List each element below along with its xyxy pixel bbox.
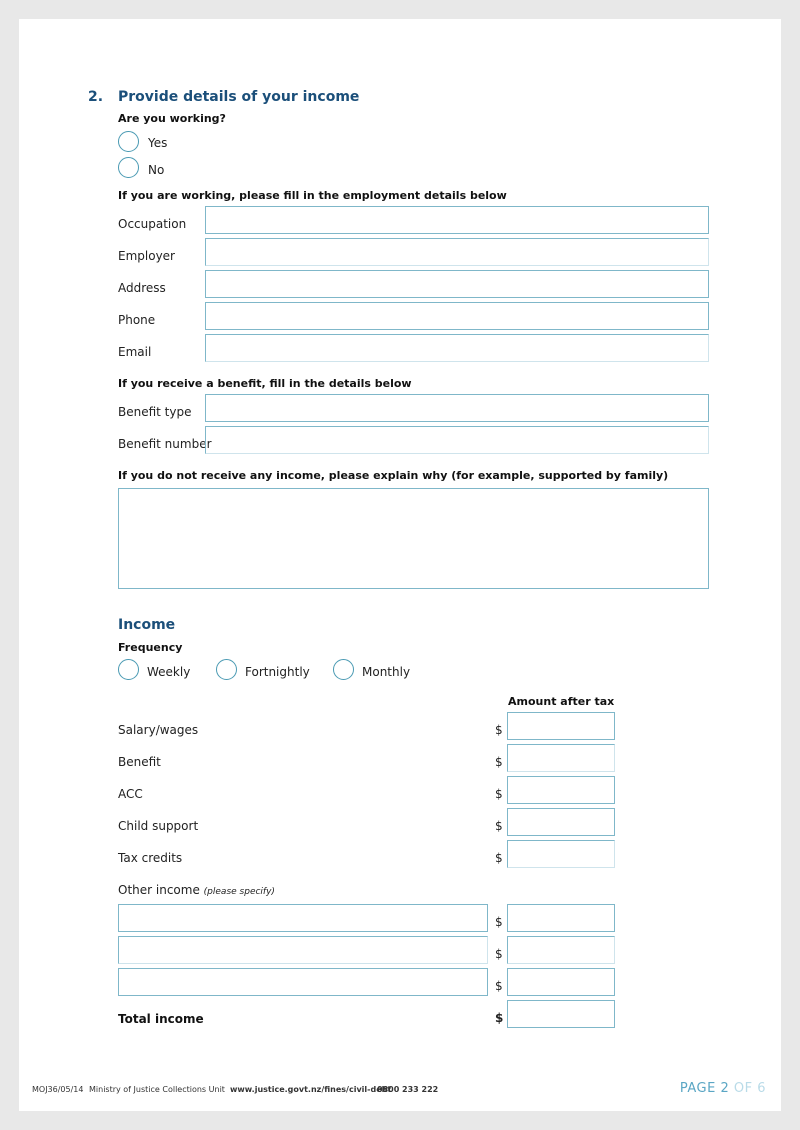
- other-income-amount-field[interactable]: [507, 968, 615, 996]
- acc-label: ACC: [118, 787, 143, 801]
- frequency-fortnightly-label: Fortnightly: [245, 665, 310, 679]
- currency-symbol: $: [495, 947, 503, 961]
- other-income-description-field[interactable]: [118, 936, 488, 964]
- total-income-label: Total income: [118, 1012, 204, 1026]
- page-of: OF: [733, 1081, 753, 1096]
- footer-unit: Ministry of Justice Collections Unit: [89, 1085, 225, 1094]
- benefit-type-label: Benefit type: [118, 405, 192, 419]
- section-title: Provide details of your income: [118, 89, 360, 105]
- page-current: 2: [720, 1081, 730, 1096]
- employer-field[interactable]: [205, 238, 709, 266]
- frequency-weekly-radio[interactable]: [118, 659, 139, 680]
- currency-symbol: $: [495, 1011, 504, 1025]
- total-income-amount-field[interactable]: [507, 1000, 615, 1028]
- footer-url[interactable]: www.justice.govt.nz/fines/civil-debt: [230, 1085, 392, 1094]
- currency-symbol: $: [495, 851, 503, 865]
- currency-symbol: $: [495, 755, 503, 769]
- occupation-field[interactable]: [205, 206, 709, 234]
- other-income-description-field[interactable]: [118, 968, 488, 996]
- other-income-hint: (please specify): [203, 887, 275, 897]
- other-income-amount-field[interactable]: [507, 936, 615, 964]
- other-income-description-field[interactable]: [118, 904, 488, 932]
- salary-wages-amount-field[interactable]: [507, 712, 615, 740]
- frequency-label: Frequency: [118, 641, 183, 654]
- footer-phone: 0800 233 222: [377, 1085, 439, 1094]
- frequency-monthly-radio[interactable]: [333, 659, 354, 680]
- acc-amount-field[interactable]: [507, 776, 615, 804]
- working-no-label: No: [148, 163, 165, 177]
- phone-field[interactable]: [205, 302, 709, 330]
- benefit-number-field[interactable]: [205, 426, 709, 454]
- footer-form-code: MOJ36/05/14: [32, 1085, 84, 1094]
- other-income-label-text: Other income: [118, 883, 200, 897]
- frequency-weekly-label: Weekly: [147, 665, 191, 679]
- currency-symbol: $: [495, 979, 503, 993]
- frequency-fortnightly-radio[interactable]: [216, 659, 237, 680]
- working-no-radio[interactable]: [118, 157, 139, 178]
- currency-symbol: $: [495, 787, 503, 801]
- occupation-label: Occupation: [118, 217, 187, 231]
- address-label: Address: [118, 281, 166, 295]
- child-support-label: Child support: [118, 819, 199, 833]
- tax-credits-amount-field[interactable]: [507, 840, 615, 868]
- email-label: Email: [118, 345, 152, 359]
- child-support-amount-field[interactable]: [507, 808, 615, 836]
- page-word: PAGE: [679, 1081, 716, 1096]
- page-total: 6: [757, 1081, 766, 1096]
- phone-label: Phone: [118, 313, 156, 327]
- currency-symbol: $: [495, 915, 503, 929]
- address-field[interactable]: [205, 270, 709, 298]
- currency-symbol: $: [495, 723, 503, 737]
- no-income-heading: If you do not receive any income, please explain why (for example, supported by family): [118, 469, 669, 482]
- other-income-label: [118, 883, 275, 897]
- currency-symbol: $: [495, 819, 503, 833]
- page-number: [680, 1081, 766, 1096]
- amount-after-tax-header: Amount after tax: [508, 695, 615, 708]
- benefit-type-field[interactable]: [205, 394, 709, 422]
- benefit-number-label: Benefit number: [118, 437, 212, 451]
- email-field[interactable]: [205, 334, 709, 362]
- benefit-heading: If you receive a benefit, fill in the details below: [118, 377, 412, 390]
- benefit-income-label: Benefit: [118, 755, 161, 769]
- salary-wages-label: Salary/wages: [118, 723, 199, 737]
- benefit-amount-field[interactable]: [507, 744, 615, 772]
- tax-credits-label: Tax credits: [118, 851, 183, 865]
- working-yes-label: Yes: [148, 136, 168, 150]
- form-page: [19, 19, 781, 1111]
- working-yes-radio[interactable]: [118, 131, 139, 152]
- employment-heading: If you are working, please fill in the employment details below: [118, 189, 507, 202]
- frequency-monthly-label: Monthly: [362, 665, 411, 679]
- income-heading: Income: [118, 617, 176, 633]
- other-income-amount-field[interactable]: [507, 904, 615, 932]
- section-number: 2.: [88, 89, 104, 105]
- working-question: Are you working?: [118, 112, 226, 125]
- employer-label: Employer: [118, 249, 175, 263]
- no-income-explanation-textarea[interactable]: [118, 488, 709, 589]
